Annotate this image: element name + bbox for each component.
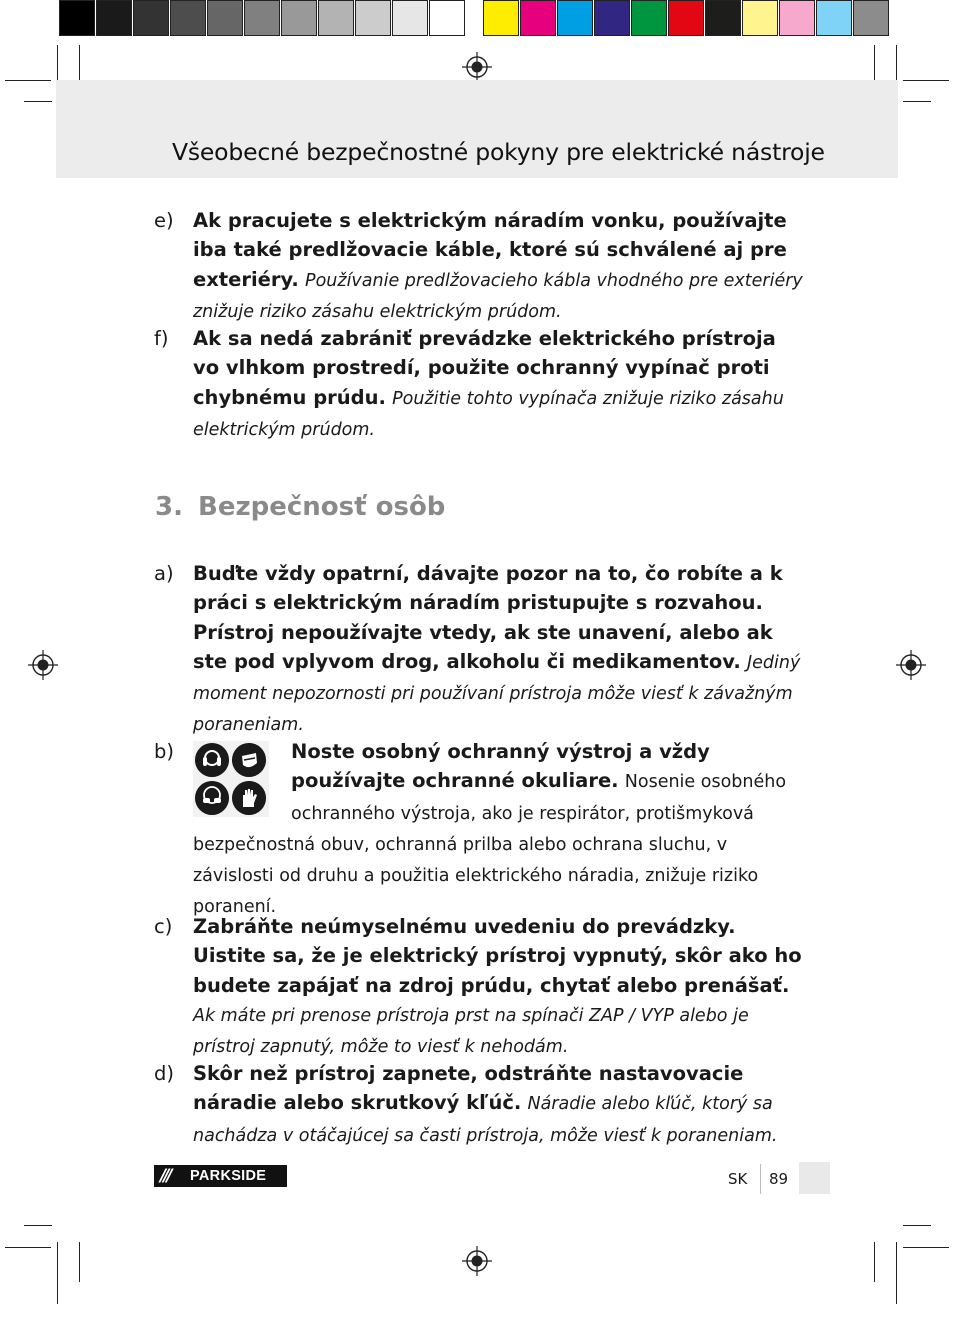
item-label: c) [154,915,173,938]
crop-mark [5,80,51,81]
footer-divider [760,1164,761,1194]
color-swatch [244,0,280,36]
language-code: SK [728,1170,748,1188]
item-label: a) [154,562,174,585]
color-swatch [742,0,778,36]
list-item [154,559,804,741]
color-swatch [705,0,741,36]
color-swatch [96,0,132,36]
item-label: f) [154,327,169,350]
list-item [154,206,804,327]
crop-mark [903,1247,949,1248]
crop-mark [24,1225,52,1226]
page-title: Všeobecné bezpečnostné pokyny pre elektrické nástroje [172,138,825,166]
item-bold-text: Ak pracujete s elektrickým náradím vonku, používajte iba také predlžovacie káble, ktoré sú schválené aj pre exteriéry. [193,209,787,291]
item-italic-text: Jediný moment nepozornosti pri používaní prístroja môže viesť k závažným poraneniam. [193,652,801,736]
color-swatch [318,0,354,36]
item-bold-text: Zabráňte neúmyselnému uvedeniu do prevádzky. Uistite sa, že je elektrický prístroj vypnutý, skôr ako ho budete zapájať na zdroj prúdu, chytať alebo prenášať. [193,915,802,997]
list-item [154,737,804,923]
item-label: d) [154,1062,174,1085]
section-number: 3. [155,492,183,522]
color-swatch [631,0,667,36]
color-swatch [170,0,206,36]
color-swatch [133,0,169,36]
section-heading [155,492,445,522]
crop-mark [896,1242,897,1304]
color-swatch [207,0,243,36]
color-swatch [557,0,593,36]
list-item [154,912,804,1062]
color-swatch [520,0,556,36]
list-item [154,1059,804,1151]
list-item [154,324,804,445]
item-italic-text: Používanie predlžovacieho kábla vhodného pre exteriéry znižuje riziko zásahu elektrickým prúdom. [193,270,803,322]
item-bold-text: Buďte vždy opatrní, dávajte pozor na to, čo robíte a k práci s elektrickým náradím pristupujte s rozvahou. Prístroj nepoužívajte vtedy, ak ste unavení, alebo ak ste pod vplyvom drog, alkoholu či medikamentov. [193,562,783,673]
crop-mark [79,1242,80,1282]
item-bold-text: Skôr než prístroj zapnete, odstráňte nastavovacie náradie alebo skrutkový kľúč. [193,1062,744,1115]
item-label: b) [154,740,174,763]
page-tab [799,1162,830,1194]
crop-mark [5,1247,51,1248]
color-swatch [816,0,852,36]
page-number: 89 [769,1170,789,1188]
crop-mark [874,45,875,85]
crop-mark [903,101,931,102]
color-swatch [594,0,630,36]
color-swatch [392,0,428,36]
gray-color-bar [59,0,466,38]
item-bold-text: Ak sa nedá zabrániť prevádzke elektrického prístroja vo vlhkom prostredí, použite ochranný vypínač proti chybnému prúdu. [193,327,776,409]
item-normal-text: Nosenie osobného ochranného výstroja, ako je respirátor, protišmyková bezpečnostná obuv, ochranná prilba alebo ochrana sluchu, v závislosti od druhu a použitia elektrického náradia, znižuje riziko poranení. [193,772,787,918]
item-bold-text: Noste osobný ochranný výstroj a vždy používajte ochranné okuliare. [291,740,710,793]
process-color-bar [483,0,890,38]
color-swatch [355,0,391,36]
item-italic-text: Náradie alebo kľúč, ktorý sa nachádza v otáčajúcej sa časti prístroja, môže viesť k poraneniam. [193,1094,778,1146]
color-swatch [281,0,317,36]
brand-mark: /// [160,1166,170,1186]
crop-mark [903,80,949,81]
section-title: Bezpečnosť osôb [198,492,446,522]
registration-mark-icon [28,650,58,680]
item-label: e) [154,209,174,232]
color-swatch [853,0,889,36]
brand-name: PARKSIDE [190,1168,267,1184]
crop-mark [24,101,52,102]
item-italic-text: Použitie tohto vypínača znižuje riziko zásahu elektrickým prúdom. [193,388,784,440]
registration-mark-icon [896,650,926,680]
color-swatch [779,0,815,36]
crop-mark [57,1242,58,1304]
color-swatch [59,0,95,36]
crop-mark [874,1242,875,1282]
registration-mark-icon [462,52,492,82]
color-swatch [668,0,704,36]
registration-mark-icon [462,1246,492,1276]
item-italic-text: Ak máte pri prenose prístroja prst na spínači ZAP / VYP alebo je prístroj zapnutý, môže to viesť k nehodám. [193,1005,749,1058]
color-swatch [429,0,465,36]
crop-mark [903,1225,931,1226]
crop-mark [79,45,80,85]
parkside-logo [154,1165,287,1187]
color-swatch [483,0,519,36]
